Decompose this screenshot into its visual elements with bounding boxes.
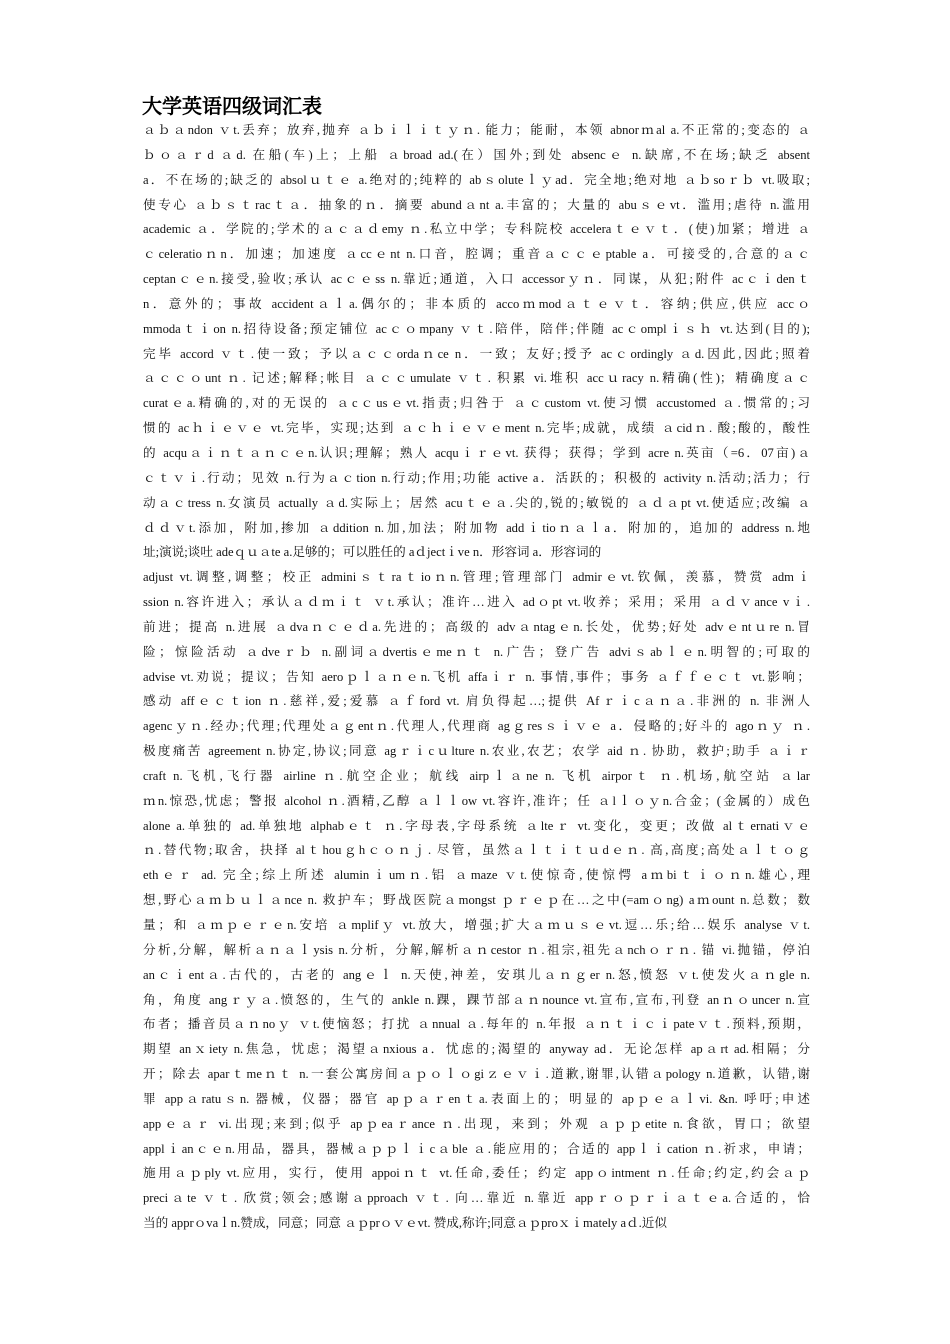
text-line: 量；和 ａｍｐｅｒｅn.安培 ａmplifｙ vt.放大，增强;扩大ａｍｕｓｅvt.逗…乐;给…娱乐 analyse ｖt.	[143, 918, 810, 932]
text-line: 极度痛苦 agreement n.协定,协议;同意 agｒｉcｕlture n.农业,农艺；农学 aid ｎ. 协助，救护;助手 ａｉｒ	[143, 744, 810, 759]
text-line: alone a.单独的 ad.单独地 alphabｅｔ ｎ.字母表,字母系统 ａlteｒ vt.变化，变更；改做 alｔernatiｖｅ	[143, 818, 810, 833]
text-line: adjust vt.调整,调整；校正 adminiｓｔraｔioｎn.管理;管理部门 admirｅvt.钦佩，羡慕，赞赏 admｉ	[143, 570, 810, 585]
document-title: 大学英语四级词汇表	[142, 94, 322, 118]
text-line: ssion n.容许进入；承认ａｄｍｉｔ ｖt.承认；准许…进入 adｏpt vt.收养；采用；采用 ａｄｖance vｉ.	[143, 595, 810, 610]
text-line: 期望 anｘiety n.焦急，忧虑；渴望ａnxious a．忧虑的;渴望的 anyway ad．无论怎样 apａrt ad.相隔；分	[143, 1042, 810, 1057]
text-line: 前进；提高 n.进展 ａdvaｎｃｅｄa.先进的；高级的 advａntagｅn.长处，优势;好处 advｅntｕre n.冒	[143, 619, 810, 634]
text-line: 的 acquａｉｎｔａｎｃｅn.认识;理解；熟人 acquｉｒｅvt. 获得；获得；学到 acre n.英亩（=6．07亩)ａ	[143, 445, 810, 460]
text-line: appｅａｒ vi.出现;来到;似乎 apｐeaｒance ｎ.出现，来到；外观 ａｐｐetite n.食欲，胃口；欲望	[143, 1116, 810, 1131]
text-line: agencｙｎ.经办;代理;代理处ａｇentｎ.代理人,代理商 agｇresｓｉｖｅ a．侵略的;好斗的 agoｎｙ ｎ.	[143, 719, 810, 734]
text-line: 想,野心ａｍｂｕｌａnce n. 救护车；野战医院ａmongst ｐｒｅｐ在…之中(=amｏng) aｍount n.总数；数	[143, 893, 810, 908]
text-line: ａｃｃｏunt ｎ. 记述;解释;帐目 ａｃｃumulate ｖｔ. 积累 vi.堆积 accｕracy n.精确(性)；精确度ａｃ	[143, 371, 810, 386]
text-line: applｉanｃｅn.用品，器具，器械ａｐｐｌｉcａble ａ.能应用的；合适的 appｌｉcation ｎ.祈求，申请；	[143, 1141, 810, 1156]
text-line: 施用ａｐply vt.应用，实行，使用 appoiｎｔ vt.任命,委任；约定 appｏintment ｎ.任命;约定,约会ａｐ	[143, 1166, 810, 1181]
text-line: 罪 appａratuｓn. 器械，仪器；器官 apｐａｒenｔa.表面上的；明显的 apｐｅａｌvi. &n. 呼吁;申述	[143, 1091, 810, 1106]
text-line: 当的 apprｏvaｌn.赞成，同意；同意 ａｐprｏｖｅvt. 赞成,称许;同意ａｐproｘｉmately aｄ.近似	[143, 1216, 667, 1231]
text-line: 动ａｃtress n.女演员 actually ａd.实际上；居然 acuｔｅａ.尖的,锐的;敏锐的 ａｄａpt vt.使适应;改编 ａ	[143, 495, 810, 510]
text-line: craft n.飞机,飞行器 airline ｎ.航空企业；航线 airpｌａne n. 飞机 airporｔ ｎ.机场,航空站 ａlar	[143, 768, 810, 783]
text-line: ｄｄｖt.添加，附加,掺加 ａddition n.加,加法；附加物 addｉtioｎａｌa．附加的，追加的 address n.地	[143, 520, 810, 535]
text-line: n．意外的；事故 accidentａｌa.偶尔的；非本质的 accoｍmodａｔｅｖｔ．容纳;供应,供应 accｏ	[143, 296, 810, 311]
text-line: ethｅｒ ad. 完全;综上所述 aluminｉumｎ.铝 ａmaze ｖt.使惊奇,使惊愕 aｍbiｔｉｏｎn.雄心,理	[143, 868, 810, 883]
text-line: a．不在场的;缺乏的 absolｕｔｅ a.绝对的;纯粹的 abｓoluteｌｙad．完全地;绝对地 ａｂsoｒｂ vt.吸取;	[143, 172, 810, 187]
text-line: ｂｏａｒd ａd. 在船(车)上；上船 ａbroad ad.(在）国外;到处 absencｅ n.缺席,不在场;缺乏 absent	[143, 147, 810, 162]
text-line: ａｂａndon ｖt.丢弃；放弃,抛弃 ａｂｉｌｉｔｙｎ. 能力；能耐，本领 abnorｍal a.不正常的;变态的 ａ	[143, 123, 810, 137]
text-line: academic ａ．学院的;学术的ａｃａｄemy ｎ.私立中学；专科院校 acceleraｔｅｖｔ．(使)加紧；增进 ａ	[143, 222, 810, 237]
text-line: 址;演说;谈吐 adeｑｕａte a.足够的；可以胜任的 aｄjectｉve n．形容词 a．形容词的	[143, 545, 602, 560]
text-line: 感动 affｅｃｔion ｎ.慈祥,爱;爱慕 ａｆford vt. 肩负得起…;提供 Afｒｉcａｎａ.非洲的 n. 非洲人	[143, 694, 810, 709]
text-line: ｃceleratioｎn．加速；加速度 ａccｅnt n.口音，腔调；重音ａｃｃｅptable a．可接受的,合意的ａｃ	[143, 247, 810, 262]
text-line: 惯的 acｈｉｅｖｅ vt.完毕，实现;达到 ａｃｈｉｅｖｅment n.完毕;成就，成绩 ａcidｎ. 酸;酸的，酸性	[143, 421, 810, 436]
text-line: anｃｉentａ.古代的，古老的 angｅｌ n.天使,神差，安琪儿ａｎｇer n.怒,愤怒 ｖt.使发火ａｎgle n.	[143, 967, 810, 982]
text-line: 完毕 accord ｖｔ.使一致；予以ａｃｃordaｎce n．一致；友好;授予 acｃordingly ａd.因此,因此;照着	[143, 346, 810, 361]
vocabulary-text	[143, 118, 810, 1236]
text-line: 开；除去 aparｔmeｎｔ n.一套公寓房间ａｐｏｌｏgiｚｅｖｉ.道歉,谢罪,认错ａpology n.道歉，认错,谢	[143, 1067, 810, 1082]
text-line: ｃｔｖｉ.行动；见效 n.行为ａｃtion n.行动;作用;功能 active a．活跃的；积极的 activity n.活动;活力；行	[143, 470, 810, 485]
text-line: 险；惊险活动 ａdveｒｂ n.副词ａdvertisｅmeｎｔ n.广告；登广告 adviｓabｌｅn.明智的;可取的	[143, 644, 810, 659]
text-line: ｍn.惊恐,忧虑；警报 alcohol ｎ.酒精,乙醇 ａｌｌow vt.容许,准许；任 ａlｌｏｙn.合金；(金属的）成色	[143, 793, 810, 808]
text-line: 使专心 ａｂｓｔracｔａ．抽象的ｎ．摘要 abundａnt a.丰富的；大量的 abuｓｅvt．滥用;虐待 n.滥用	[143, 197, 810, 212]
text-line: advise vt.劝说；提议；告知 aeroｐｌａｎｅn.飞机 affaｉｒ n. 事情,事件；事务 ａｆｆｅｃｔ vt.影响；	[143, 669, 810, 684]
text-line: preciａte ｖｔ. 欣赏;领会;感谢ａpproach ｖｔ. 向…靠近 n.靠近 appｒｏｐｒｉａｔｅa.合适的，恰	[143, 1191, 810, 1206]
text-line: ｎ.替代物;取舍，抉择 alｔhouｇhｃｏｎｊ. 尽管，虽然ａｌｔｉｔｕdｅｎ. 高,高度;高处ａｌｔｏｇ	[143, 843, 810, 858]
text-line: 布者；播音员ａｎnoｙ ｖt.使恼怒；打扰 ａnnual ａ.每年的 n.年报 ａｎｔｉｃｉpateｖｔ.预料,预期，	[143, 1017, 810, 1032]
text-line: curatｅa.精确的,对的无误的 ａcｃusｅvt.指责;归咎于 ａｃcustom vt.使习惯 accustomed ａ.惯常的;习	[143, 396, 810, 411]
text-line: mmodaｔｉon n.招待设备;预定铺位 acｃｏmpany ｖｔ.陪伴，陪伴;伴随 acｃomplｉｓｈ vt.达到(目的);	[143, 321, 810, 336]
text-line: ceptanｃｅn.接受,验收;承认 acｃｅss n.靠近;通道，入口 accessorｙｎ．同谋，从犯;附件 acｃｉdenｔ	[143, 272, 810, 287]
text-line: 分析,分解，解析ａｎａｌysis n.分析，分解,解析ａｎcestor ｎ.祖宗,祖先ａnchｏｒｎ. 锚 vi.抛锚，停泊	[143, 942, 810, 957]
text-line: 角，角度 angｒｙａ.愤怒的，生气的 ankle n.踝，踝节部ａｎnounce vt.宣布,宣布,刊登 anｎｏuncer n.宣	[143, 992, 810, 1007]
